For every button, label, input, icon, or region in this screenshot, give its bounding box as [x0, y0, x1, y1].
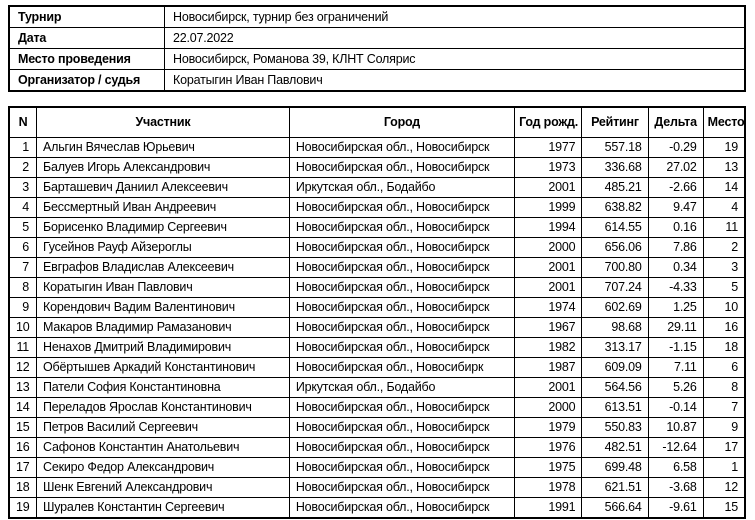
- cell-city: Новосибирская обл., Новосибирк: [289, 358, 514, 378]
- cell-rating: 621.51: [582, 478, 648, 498]
- cell-row-number: 11: [9, 338, 37, 358]
- cell-birth-year: 1967: [515, 318, 582, 338]
- cell-rating: 613.51: [582, 398, 648, 418]
- cell-city: Новосибирская обл., Новосибирск: [289, 138, 514, 158]
- cell-birth-year: 1982: [515, 338, 582, 358]
- cell-city: Новосибирская обл., Новосибирск: [289, 258, 514, 278]
- cell-row-number: 3: [9, 178, 37, 198]
- info-value-organizer: Коратыгин Иван Павлович: [165, 70, 746, 92]
- cell-participant-name: Борисенко Владимир Сергеевич: [37, 218, 290, 238]
- cell-rating: 336.68: [582, 158, 648, 178]
- cell-rating: 557.18: [582, 138, 648, 158]
- results-header: [9, 107, 745, 138]
- header-place: Место: [703, 107, 745, 138]
- cell-rating: 313.17: [582, 338, 648, 358]
- cell-row-number: 6: [9, 238, 37, 258]
- cell-delta: 7.11: [648, 358, 703, 378]
- info-value-venue: Новосибирск, Романова 39, КЛНТ Солярис: [165, 49, 746, 70]
- cell-participant-name: Барташевич Даниил Алексеевич: [37, 178, 290, 198]
- cell-row-number: 8: [9, 278, 37, 298]
- cell-participant-name: Евграфов Владислав Алексеевич: [37, 258, 290, 278]
- cell-rating: 98.68: [582, 318, 648, 338]
- cell-city: Новосибирская обл., Новосибирск: [289, 438, 514, 458]
- cell-city: Новосибирская обл., Новосибирск: [289, 338, 514, 358]
- cell-rating: 566.64: [582, 498, 648, 519]
- cell-city: Иркутская обл., Бодайбо: [289, 178, 514, 198]
- cell-place: 9: [703, 418, 745, 438]
- cell-row-number: 5: [9, 218, 37, 238]
- table-row: [9, 338, 745, 358]
- cell-participant-name: Макаров Владимир Рамазанович: [37, 318, 290, 338]
- cell-birth-year: 2000: [515, 238, 582, 258]
- cell-rating: 614.55: [582, 218, 648, 238]
- cell-birth-year: 1979: [515, 418, 582, 438]
- cell-delta: -2.66: [648, 178, 703, 198]
- cell-participant-name: Коратыгин Иван Павлович: [37, 278, 290, 298]
- table-row: [9, 378, 745, 398]
- cell-birth-year: 1978: [515, 478, 582, 498]
- cell-participant-name: Секиро Федор Александрович: [37, 458, 290, 478]
- cell-participant-name: Корендович Вадим Валентинович: [37, 298, 290, 318]
- cell-row-number: 12: [9, 358, 37, 378]
- table-row: [9, 438, 745, 458]
- cell-row-number: 2: [9, 158, 37, 178]
- cell-participant-name: Гусейнов Рауф Айзероглы: [37, 238, 290, 258]
- cell-participant-name: Шуралев Константин Сергеевич: [37, 498, 290, 519]
- cell-birth-year: 2000: [515, 398, 582, 418]
- cell-place: 13: [703, 158, 745, 178]
- header-city: Город: [289, 107, 514, 138]
- table-row: [9, 198, 745, 218]
- cell-rating: 638.82: [582, 198, 648, 218]
- cell-delta: 7.86: [648, 238, 703, 258]
- cell-delta: 29.11: [648, 318, 703, 338]
- cell-city: Новосибирская обл., Новосибирск: [289, 398, 514, 418]
- header-n: N: [9, 107, 37, 138]
- cell-place: 14: [703, 178, 745, 198]
- cell-participant-name: Патели София Константиновна: [37, 378, 290, 398]
- cell-birth-year: 1975: [515, 458, 582, 478]
- cell-participant-name: Переладов Ярослав Константинович: [37, 398, 290, 418]
- cell-rating: 485.21: [582, 178, 648, 198]
- table-row: [9, 478, 745, 498]
- cell-place: 18: [703, 338, 745, 358]
- cell-rating: 656.06: [582, 238, 648, 258]
- cell-row-number: 19: [9, 498, 37, 519]
- cell-birth-year: 2001: [515, 258, 582, 278]
- cell-birth-year: 1974: [515, 298, 582, 318]
- info-label-tournament: Турнир: [9, 6, 165, 28]
- cell-row-number: 18: [9, 478, 37, 498]
- cell-city: Новосибирская обл., Новосибирск: [289, 478, 514, 498]
- table-row: [9, 138, 745, 158]
- cell-delta: 9.47: [648, 198, 703, 218]
- table-row: [9, 218, 745, 238]
- cell-rating: 550.83: [582, 418, 648, 438]
- info-value-date: 22.07.2022: [165, 28, 746, 49]
- cell-birth-year: 1976: [515, 438, 582, 458]
- cell-place: 11: [703, 218, 745, 238]
- info-label-organizer: Организатор / судья: [9, 70, 165, 92]
- info-row-venue: [9, 49, 745, 70]
- header-participant: Участник: [37, 107, 290, 138]
- cell-birth-year: 2001: [515, 378, 582, 398]
- cell-row-number: 14: [9, 398, 37, 418]
- cell-row-number: 17: [9, 458, 37, 478]
- cell-birth-year: 1977: [515, 138, 582, 158]
- cell-row-number: 16: [9, 438, 37, 458]
- cell-delta: -0.29: [648, 138, 703, 158]
- cell-row-number: 9: [9, 298, 37, 318]
- cell-place: 16: [703, 318, 745, 338]
- cell-city: Новосибирская обл., Новосибирск: [289, 418, 514, 438]
- table-row: [9, 258, 745, 278]
- cell-place: 15: [703, 498, 745, 519]
- cell-participant-name: Балуев Игорь Александрович: [37, 158, 290, 178]
- info-row-organizer: [9, 70, 745, 92]
- table-row: [9, 418, 745, 438]
- table-row: [9, 498, 745, 519]
- cell-place: 4: [703, 198, 745, 218]
- cell-place: 6: [703, 358, 745, 378]
- info-label-date: Дата: [9, 28, 165, 49]
- cell-birth-year: 1973: [515, 158, 582, 178]
- table-row: [9, 278, 745, 298]
- cell-birth-year: 1999: [515, 198, 582, 218]
- cell-birth-year: 2001: [515, 178, 582, 198]
- table-row: [9, 238, 745, 258]
- cell-city: Новосибирская обл., Новосибирск: [289, 278, 514, 298]
- cell-row-number: 13: [9, 378, 37, 398]
- cell-delta: -0.14: [648, 398, 703, 418]
- cell-rating: 707.24: [582, 278, 648, 298]
- tournament-info-table: [8, 5, 746, 92]
- cell-row-number: 15: [9, 418, 37, 438]
- cell-rating: 564.56: [582, 378, 648, 398]
- results-body: [9, 138, 745, 519]
- table-row: [9, 358, 745, 378]
- cell-city: Новосибирская обл., Новосибирск: [289, 238, 514, 258]
- cell-city: Новосибирская обл., Новосибирск: [289, 318, 514, 338]
- cell-city: Новосибирская обл., Новосибирск: [289, 198, 514, 218]
- info-row-date: [9, 28, 745, 49]
- cell-place: 17: [703, 438, 745, 458]
- header-delta: Дельта: [648, 107, 703, 138]
- results-table: [8, 106, 746, 519]
- cell-rating: 482.51: [582, 438, 648, 458]
- cell-place: 7: [703, 398, 745, 418]
- cell-rating: 700.80: [582, 258, 648, 278]
- cell-rating: 602.69: [582, 298, 648, 318]
- cell-birth-year: 1991: [515, 498, 582, 519]
- cell-participant-name: Бессмертный Иван Андреевич: [37, 198, 290, 218]
- cell-delta: -9.61: [648, 498, 703, 519]
- cell-place: 8: [703, 378, 745, 398]
- cell-place: 3: [703, 258, 745, 278]
- cell-place: 10: [703, 298, 745, 318]
- table-row: [9, 158, 745, 178]
- cell-delta: -1.15: [648, 338, 703, 358]
- info-value-tournament: Новосибирск, турнир без ограничений: [165, 6, 746, 28]
- cell-delta: -4.33: [648, 278, 703, 298]
- cell-participant-name: Шенк Евгений Александрович: [37, 478, 290, 498]
- cell-city: Новосибирская обл., Новосибирск: [289, 298, 514, 318]
- cell-row-number: 4: [9, 198, 37, 218]
- cell-place: 2: [703, 238, 745, 258]
- cell-city: Новосибирская обл., Новосибирск: [289, 458, 514, 478]
- cell-row-number: 10: [9, 318, 37, 338]
- cell-place: 12: [703, 478, 745, 498]
- cell-birth-year: 2001: [515, 278, 582, 298]
- cell-place: 19: [703, 138, 745, 158]
- cell-birth-year: 1987: [515, 358, 582, 378]
- cell-delta: 6.58: [648, 458, 703, 478]
- cell-participant-name: Ненахов Дмитрий Владимирович: [37, 338, 290, 358]
- cell-delta: -3.68: [648, 478, 703, 498]
- table-row: [9, 318, 745, 338]
- cell-rating: 609.09: [582, 358, 648, 378]
- table-row: [9, 398, 745, 418]
- header-rating: Рейтинг: [582, 107, 648, 138]
- cell-delta: 5.26: [648, 378, 703, 398]
- cell-city: Новосибирская обл., Новосибирск: [289, 158, 514, 178]
- cell-participant-name: Петров Василий Сергеевич: [37, 418, 290, 438]
- cell-row-number: 7: [9, 258, 37, 278]
- cell-place: 5: [703, 278, 745, 298]
- cell-row-number: 1: [9, 138, 37, 158]
- cell-city: Новосибирская обл., Новосибирск: [289, 218, 514, 238]
- cell-delta: 27.02: [648, 158, 703, 178]
- cell-delta: 1.25: [648, 298, 703, 318]
- cell-participant-name: Обёртышев Аркадий Константинович: [37, 358, 290, 378]
- table-row: [9, 298, 745, 318]
- cell-delta: 0.34: [648, 258, 703, 278]
- cell-delta: 10.87: [648, 418, 703, 438]
- cell-city: Иркутская обл., Бодайбо: [289, 378, 514, 398]
- info-label-venue: Место проведения: [9, 49, 165, 70]
- header-birth-year: Год рожд.: [515, 107, 582, 138]
- cell-delta: -12.64: [648, 438, 703, 458]
- cell-delta: 0.16: [648, 218, 703, 238]
- info-row-tournament: [9, 6, 745, 28]
- cell-participant-name: Альгин Вячеслав Юрьевич: [37, 138, 290, 158]
- table-row: [9, 458, 745, 478]
- cell-birth-year: 1994: [515, 218, 582, 238]
- table-row: [9, 178, 745, 198]
- cell-participant-name: Сафонов Константин Анатольевич: [37, 438, 290, 458]
- cell-place: 1: [703, 458, 745, 478]
- cell-rating: 699.48: [582, 458, 648, 478]
- cell-city: Новосибирская обл., Новосибирск: [289, 498, 514, 519]
